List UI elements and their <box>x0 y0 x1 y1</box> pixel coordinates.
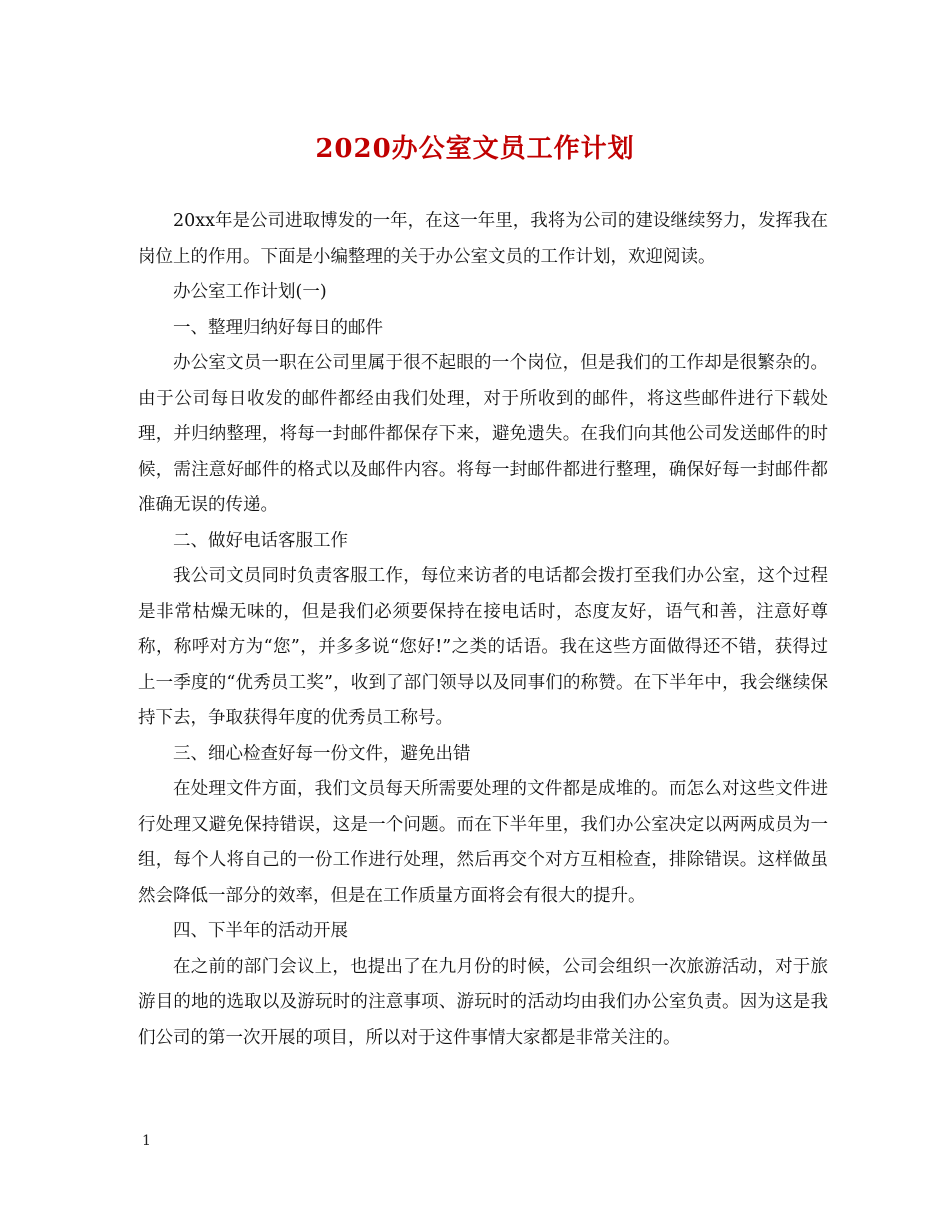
document-body <box>138 204 828 1056</box>
section-body-2: 我公司文员同时负责客服工作，每位来访者的电话都会拨打至我们办公室，这个过程是非常枯燥无味的，但是我们必须要保持在接电话时，态度友好，语气和善，注意好尊称，称呼对方为“您”，并多多说“您好!”之类的话语。我在这些方面做得还不错，获得过上一季度的“优秀员工奖”，收到了部门领导以及同事们的称赞。在下半年中，我会继续保持下去，争取获得年度的优秀员工称号。 <box>138 566 828 728</box>
section-body-4: 在之前的部门会议上，也提出了在九月份的时候，公司会组织一次旅游活动，对于旅游目的地的选取以及游玩时的注意事项、游玩时的活动均由我们办公室负责。因为这是我们公司的第一次开展的项目，所以对于这件事情大家都是非常关注的。 <box>138 956 828 1048</box>
section-body-1: 办公室文员一职在公司里属于很不起眼的一个岗位，但是我们的工作却是很繁杂的。 由于公司每日收发的邮件都经由我们处理，对于所收到的邮件，将这些邮件进行下载处理，并归纳整理，将每一封邮件都保存下来，避免遗失。在我们向其他公司发送邮件的时候，需注意好邮件的格式以及邮件内容。将每一封邮件都进行整理，确保好每一封邮件都准确无误的传递。 <box>138 353 828 515</box>
page-number: 1 <box>142 1133 151 1149</box>
section-heading-1: 一、整理归纳好每日的邮件 <box>173 317 383 338</box>
plan-heading: 办公室工作计划(一) <box>173 282 327 302</box>
intro-paragraph: 20xx年是公司进取博发的一年，在这一年里，我将为公司的建设继续努力，发挥我在岗位上的作用。下面是小编整理的关于办公室文员的工作计划，欢迎阅读。 <box>138 211 828 267</box>
section-body-3: 在处理文件方面，我们文员每天所需要处理的文件都是成堆的。而怎么对这些文件进行处理又避免保持错误，这是一个问题。而在下半年里，我们办公室决定以两两成员为一组，每个人将自己的一份工作进行处理，然后再交个对方互相检查，排除错误。这样做虽然会降低一部分的效率，但是在工作质量方面将会有很大的提升。 <box>138 779 828 906</box>
section-heading-2: 二、做好电话客服工作 <box>173 530 348 551</box>
section-heading-4: 四、下半年的活动开展 <box>173 921 348 941</box>
document-title: 2020办公室文员工作计划 <box>315 134 635 164</box>
section-heading-3: 三、细心检查好每一份文件，避免出错 <box>173 743 471 764</box>
